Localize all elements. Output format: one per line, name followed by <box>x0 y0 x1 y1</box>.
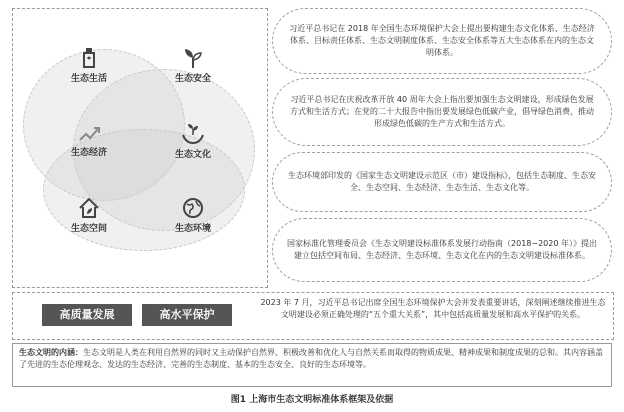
node-eco-space <box>59 197 119 234</box>
node-eco-security <box>163 47 223 84</box>
definition-label: 生态文明的内涵： <box>19 348 83 357</box>
bubble-text: 生态环境部印发的《国家生态文明建设示范区（市）建设指标》，包括生态制度、生态安全、生态空间、生态经济、生态生活、生态文化等。 <box>288 171 596 192</box>
plant-hands-icon <box>181 123 205 145</box>
figure-caption: 图1 上海市生态文明标准体系框架及依据 <box>230 395 394 405</box>
basis-bubble-1 <box>272 8 612 74</box>
node-label: 生态环境 <box>174 224 211 234</box>
bubble-text: 国家标准化管理委员会《生态文明建设标准体系发展行动指南（2018−2020 年）》提出建立包括空间布局、生态经济、生态环境、生态文化在内的生态文明建设标准体系。 <box>287 239 597 260</box>
bubble-text: 习近平总书记在庆祝改革开放 40 周年大会上指出要加强生态文明建设，形成绿色发展方式和生活方式；在党的二十大报告中指出要发展绿色低碳产业，倡导绿色消费，推动形成绿色低碳的生产方式和生活方式。 <box>290 95 594 128</box>
tag-high-quality-development: 高质量发展 <box>42 304 132 326</box>
bottom-description: 2023 年 7 月，习近平总书记出席全国生态环境保护大会并发表重要讲话，深刻阐述继续推进生态文明建设必须正确处理的“五个重大关系”，其中包括高质量发展和高水平保护的关系。 <box>260 298 606 319</box>
house-leaf-icon <box>78 197 100 219</box>
definition-text: 生态文明是人类在利用自然界的同时又主动保护自然界、积极改善和优化人与自然关系而取得的物质成果、精神成果和制度成果的总和。其内容涵盖了先进的生态伦理观念、发达的生态经济、完善的生态制度、基本的生态安全、良好的生态环境等。 <box>19 348 603 369</box>
node-label: 生态空间 <box>70 224 107 234</box>
bottle-icon <box>79 47 99 69</box>
framework-panel <box>12 8 268 288</box>
node-label: 生态安全 <box>174 74 211 84</box>
node-eco-culture <box>163 123 223 160</box>
definition-box <box>12 343 612 387</box>
node-label: 生态经济 <box>70 148 107 158</box>
node-eco-life <box>59 47 119 84</box>
bubble-text: 习近平总书记在 2018 年全国生态环境保护大会上提出要构建生态文化体系、生态经济体系、目标责任体系、生态文明制度体系、生态安全体系等五大生态体系在内的生态文明体系。 <box>289 24 595 57</box>
node-eco-economy <box>59 123 119 158</box>
globe-icon <box>182 197 204 219</box>
node-eco-environment <box>163 197 223 234</box>
basis-bubble-2 <box>272 78 612 146</box>
sprout-icon <box>182 47 204 69</box>
basis-bubble-4 <box>272 218 612 282</box>
tag-high-level-protection: 高水平保护 <box>142 304 232 326</box>
growth-arrow-icon <box>78 123 100 143</box>
basis-bubble-3 <box>272 152 612 212</box>
node-label: 生态文化 <box>174 150 211 160</box>
node-label: 生态生活 <box>70 74 107 84</box>
